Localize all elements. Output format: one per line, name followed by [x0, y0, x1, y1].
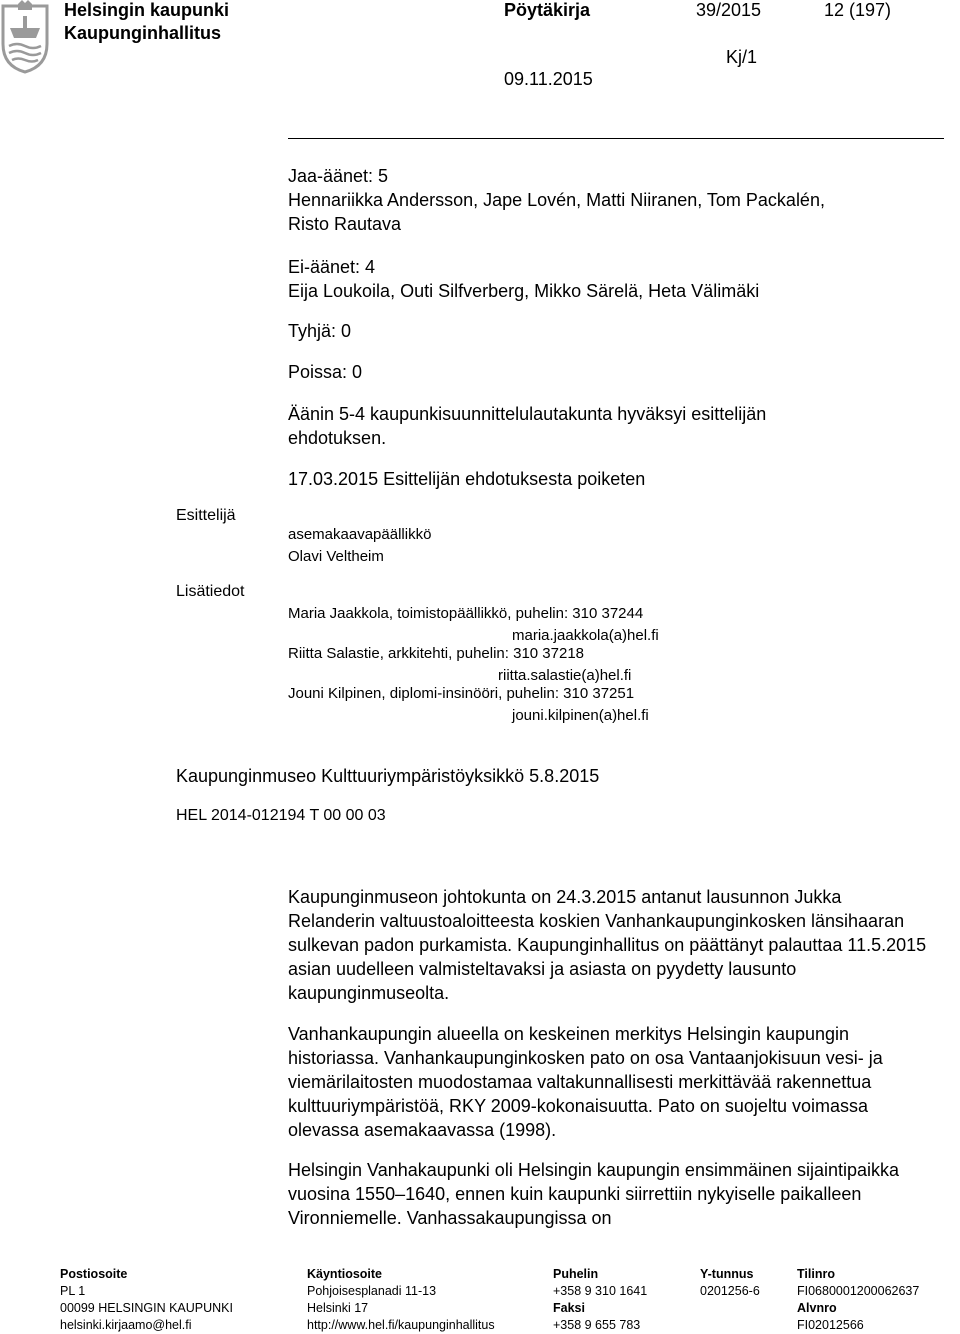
document-type: Pöytäkirja: [504, 0, 591, 20]
footer-email-link[interactable]: helsinki.kirjaamo@hel.fi: [60, 1318, 192, 1332]
yes-votes-heading: Jaa-äänet: 5: [288, 166, 389, 186]
vote-result-line-2: ehdotuksen.: [288, 428, 387, 448]
no-votes-heading: Ei-äänet: 4: [288, 257, 376, 277]
contact-email: riitta.salastie(a)hel.fi: [498, 667, 632, 684]
presenter-label: Esittelijä: [176, 507, 236, 524]
contact-email: maria.jaakkola(a)hel.fi: [512, 627, 659, 644]
footer-heading: Käyntiosoite: [307, 1267, 383, 1281]
presenter-title: asemakaavapäällikkö: [288, 526, 432, 543]
footer-heading: Puhelin: [553, 1267, 599, 1281]
paragraph-text: Helsingin Vanhakaupunki oli Helsingin kaupungin ensimmäinen sijaintipaikka vuosina 1550–1640, ennen kuin kaupunki siirrettiin nykyiselle paikalleen Vironniemelle. Vanhassakaupungissa on: [288, 1160, 900, 1228]
footer-heading: Tilinro: [797, 1267, 835, 1281]
contact-line: Maria Jaakkola, toimistopäällikkö, puhelin: 310 37244: [288, 605, 644, 622]
vote-result-line-1: Äänin 5-4 kaupunkisuunnittelulautakunta hyväksyi esittelijän: [288, 404, 767, 424]
footer-visiting-address: [307, 1266, 495, 1334]
footer-text: 00099 HELSINGIN KAUPUNKI: [60, 1301, 233, 1315]
governing-body: Kaupunginhallitus: [64, 23, 221, 43]
yes-votes-names-line-1: Hennariikka Andersson, Jape Lovén, Matti Niiranen, Tom Packalén,: [288, 190, 825, 210]
footer-text: PL 1: [60, 1284, 86, 1298]
presenter-name: Olavi Veltheim: [288, 548, 384, 565]
museum-statement-heading: Kaupunginmuseo Kulttuuriympäristöyksikkö 5.8.2015: [176, 766, 600, 786]
footer-heading: Postiosoite: [60, 1267, 128, 1281]
museum-paragraph: [288, 1158, 928, 1230]
footer-text: FI0680001200062637: [797, 1284, 920, 1298]
section-code: Kj/1: [726, 47, 758, 67]
organization-name: Helsingin kaupunki: [64, 0, 230, 20]
blank-votes: Tyhjä: 0: [288, 321, 352, 341]
contact-line: Jouni Kilpinen, diplomi-insinööri, puhelin: 310 37251: [288, 685, 635, 702]
page-number: 12 (197): [824, 0, 892, 20]
footer-heading: Faksi: [553, 1301, 585, 1315]
footer-text: FI02012566: [797, 1318, 864, 1332]
contact-line: Riitta Salastie, arkkitehti, puhelin: 310 37218: [288, 645, 585, 662]
absent-votes: Poissa: 0: [288, 362, 363, 382]
helsinki-coat-of-arms-logo: [0, 0, 50, 74]
footer-business-id: [700, 1266, 760, 1300]
footer-text: Pohjoisesplanadi 11-13: [307, 1284, 437, 1298]
meeting-date: 09.11.2015: [504, 69, 593, 89]
footer-website-link[interactable]: http://www.hel.fi/kaupunginhallitus: [307, 1318, 495, 1332]
no-votes-names: Eija Loukoila, Outi Silfverberg, Mikko Särelä, Heta Välimäki: [288, 281, 760, 301]
footer-text: +358 9 310 1641: [553, 1284, 648, 1298]
footer-account: [797, 1266, 919, 1334]
footer-heading: Y-tunnus: [700, 1267, 754, 1281]
document-number: 39/2015: [696, 0, 762, 20]
header-divider: [288, 138, 944, 139]
footer-postal-address: [60, 1266, 233, 1334]
museum-reference: HEL 2014-012194 T 00 00 03: [176, 807, 386, 824]
yes-votes-names-line-2: Risto Rautava: [288, 214, 402, 234]
footer-heading: Alvnro: [797, 1301, 837, 1315]
contact-email: jouni.kilpinen(a)hel.fi: [512, 707, 649, 724]
footer-text: +358 9 655 783: [553, 1318, 641, 1332]
footer-phone: [553, 1266, 647, 1334]
paragraph-text: Vanhankaupungin alueella on keskeinen merkitys Helsingin kaupungin historiassa. Vanhankaupunginkosken pato on osa Vantaanjokisuun vesi- ja viemärilaitosten muodostamaa valtakunnallisesti merkittävää rakennettua kulttuuriympäristöä, RKY 2009-kokonaisuutta. Pato on suojeltu voimassa olevassa asemakaavassa (1998).: [288, 1024, 883, 1140]
footer-text: Helsinki 17: [307, 1301, 369, 1315]
museum-paragraph: [288, 885, 928, 1005]
museum-paragraph: [288, 1022, 928, 1142]
info-label: Lisätiedot: [176, 583, 245, 600]
footer-text: 0201256-6: [700, 1284, 760, 1298]
paragraph-text: Kaupunginmuseon johtokunta on 24.3.2015 antanut lausunnon Jukka Relanderin valtuustoaloitteesta koskien Vanhankaupunginkosken länsihaaran sulkevan padon purkamista. Kaupunginhallitus on päättänyt palauttaa 11.5.2015 asian uudelleen valmisteltavaksi ja asiasta on pyydetty lausunto kaupunginmuseolta.: [288, 887, 927, 1003]
deviation-note: 17.03.2015 Esittelijän ehdotuksesta poiketen: [288, 469, 646, 489]
